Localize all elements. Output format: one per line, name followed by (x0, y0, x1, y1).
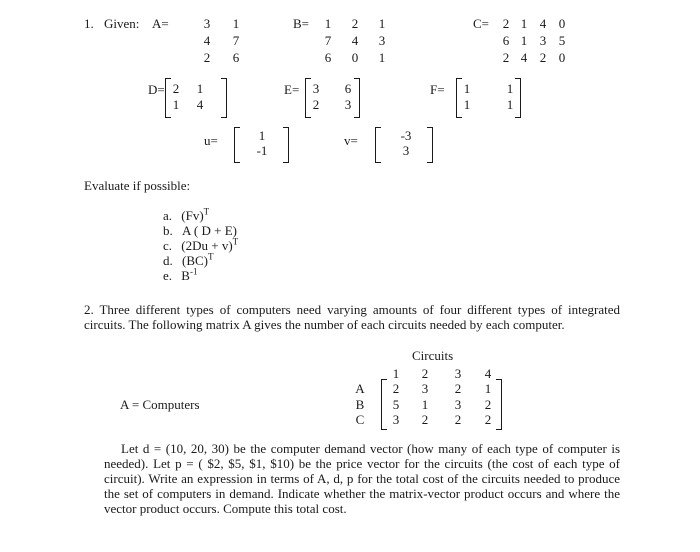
matrix-cell: 2 (484, 397, 492, 412)
item-text: (BC) (182, 253, 208, 268)
item-text: (Fv) (181, 208, 204, 223)
matrix-cell: 0 (558, 16, 566, 31)
item-superscript: T (208, 251, 214, 262)
item-marker: e. (163, 268, 173, 283)
matrix-cell: 1 (196, 81, 204, 96)
matrix-cell: 6 (232, 50, 240, 65)
matrix-D-label: D= (148, 82, 165, 97)
item-text: (2Du + v) (181, 238, 233, 253)
right-bracket (496, 379, 502, 430)
matrix-cell: 3 (203, 16, 211, 31)
vector-v-label: v= (344, 133, 358, 148)
item-superscript: T (203, 206, 210, 217)
right-bracket (515, 78, 521, 118)
item-superscript: -1 (189, 266, 198, 277)
matrix-cell: 1 (232, 16, 240, 31)
matrix-cell: 4 (203, 33, 211, 48)
row-label: A (355, 381, 365, 396)
column-header: 2 (421, 366, 429, 381)
matrix-cell: 4 (539, 16, 547, 31)
matrix-cell: 3 (454, 397, 462, 412)
vector-u-label: u= (204, 133, 218, 148)
row-label: C (355, 412, 365, 427)
row-label: B (355, 397, 365, 412)
matrix-cell: 2 (312, 97, 320, 112)
matrix-B-label: B= (293, 16, 310, 31)
matrix-cell: 2 (172, 81, 180, 96)
matrix-A-label: A= (152, 16, 169, 31)
matrix-cell: 1 (484, 381, 492, 396)
right-bracket (283, 127, 289, 163)
matrix-cell: 2 (203, 50, 211, 65)
column-header: 3 (454, 366, 462, 381)
matrix-cell: 2 (392, 381, 400, 396)
matrix-cell: 6 (502, 33, 510, 48)
matrix-cell: 0 (558, 50, 566, 65)
matrix-cell: 3 (421, 381, 429, 396)
matrix-cell: 3 (378, 33, 386, 48)
vector-cell: 1 (258, 128, 266, 143)
item-text: B (181, 268, 190, 283)
matrix-cell: 1 (520, 16, 528, 31)
matrix-cell: 3 (312, 81, 320, 96)
matrix-cell: 0 (351, 50, 359, 65)
list-item (163, 224, 237, 238)
vector-cell: -3 (400, 128, 412, 143)
matrix-cell: 2 (421, 412, 429, 427)
given-label: Given: (104, 16, 140, 31)
problem-1-number: 1. (84, 16, 94, 31)
matrix-cell: 2 (351, 16, 359, 31)
right-bracket (354, 78, 360, 118)
left-bracket (375, 127, 381, 163)
matrix-cell: 1 (506, 81, 514, 96)
matrix-cell: 1 (378, 16, 386, 31)
matrix-E-label: E= (284, 82, 300, 97)
vector-cell: 3 (402, 143, 410, 158)
left-bracket (381, 379, 387, 430)
matrix-cell: 7 (232, 33, 240, 48)
matrix-cell: 2 (454, 381, 462, 396)
item-marker: d. (163, 253, 173, 268)
list-item (163, 251, 214, 268)
matrix-cell: 1 (463, 81, 471, 96)
matrix-cell: 6 (324, 50, 332, 65)
matrix-cell: 3 (392, 412, 400, 427)
item-superscript: T (232, 236, 239, 247)
vector-cell: -1 (256, 143, 268, 158)
matrix-cell: 2 (502, 16, 510, 31)
right-bracket (221, 78, 227, 118)
matrix-cell: 1 (172, 97, 180, 112)
column-header: 1 (392, 366, 400, 381)
item-marker: b. (163, 223, 173, 238)
matrix-cell: 1 (324, 16, 332, 31)
matrix-cell: 2 (539, 50, 547, 65)
right-bracket (427, 127, 433, 163)
problem-2-intro: 2. Three different types of computers need varying amounts of four different types of integrated circuits. The following matrix A gives the number of each circuits needed by each computer. (84, 302, 620, 332)
matrix-cell: 7 (324, 33, 332, 48)
circuits-heading: Circuits (412, 348, 454, 363)
matrix-cell: 3 (344, 97, 352, 112)
list-item (163, 206, 210, 223)
column-header: 4 (484, 366, 492, 381)
matrix-cell: 3 (539, 33, 547, 48)
item-marker: a. (163, 208, 173, 223)
matrix-C-label: C= (473, 16, 490, 31)
matrix-cell: 1 (378, 50, 386, 65)
matrix-cell: 1 (463, 97, 471, 112)
left-bracket (234, 127, 240, 163)
matrix-cell: 6 (344, 81, 352, 96)
list-item (163, 266, 198, 283)
matrix-cell: 1 (506, 97, 514, 112)
item-text: A ( D + E) (182, 223, 237, 238)
matrix-cell: 2 (454, 412, 462, 427)
matrix-cell: 2 (502, 50, 510, 65)
evaluate-heading: Evaluate if possible: (84, 178, 191, 193)
problem-2-paragraph: Let d = (10, 20, 30) be the computer demand vector (how many of each type of computer is needed). Let p = ( $2, $5, $1, $10) be the price vector for the circuits (the cost of each type of circuit). Write an expression in terms of A, d, p for the total cost of the circuits needed to produce the set of computers in demand. Indicate whether the matrix-vector product occurs and where the vector product occurs. Compute this total cost. (104, 441, 620, 516)
list-item (163, 236, 239, 253)
matrix-cell: 1 (421, 397, 429, 412)
matrix-cell: 1 (520, 33, 528, 48)
matrix-cell: 4 (520, 50, 528, 65)
matrix-cell: 4 (196, 97, 204, 112)
matrix-cell: 2 (484, 412, 492, 427)
matrix-cell: 4 (351, 33, 359, 48)
matrix-cell: 5 (558, 33, 566, 48)
matrix-cell: 5 (392, 397, 400, 412)
matrix-F-label: F= (430, 82, 445, 97)
matrix-A-computers-label: A = Computers (120, 397, 200, 412)
item-marker: c. (163, 238, 173, 253)
